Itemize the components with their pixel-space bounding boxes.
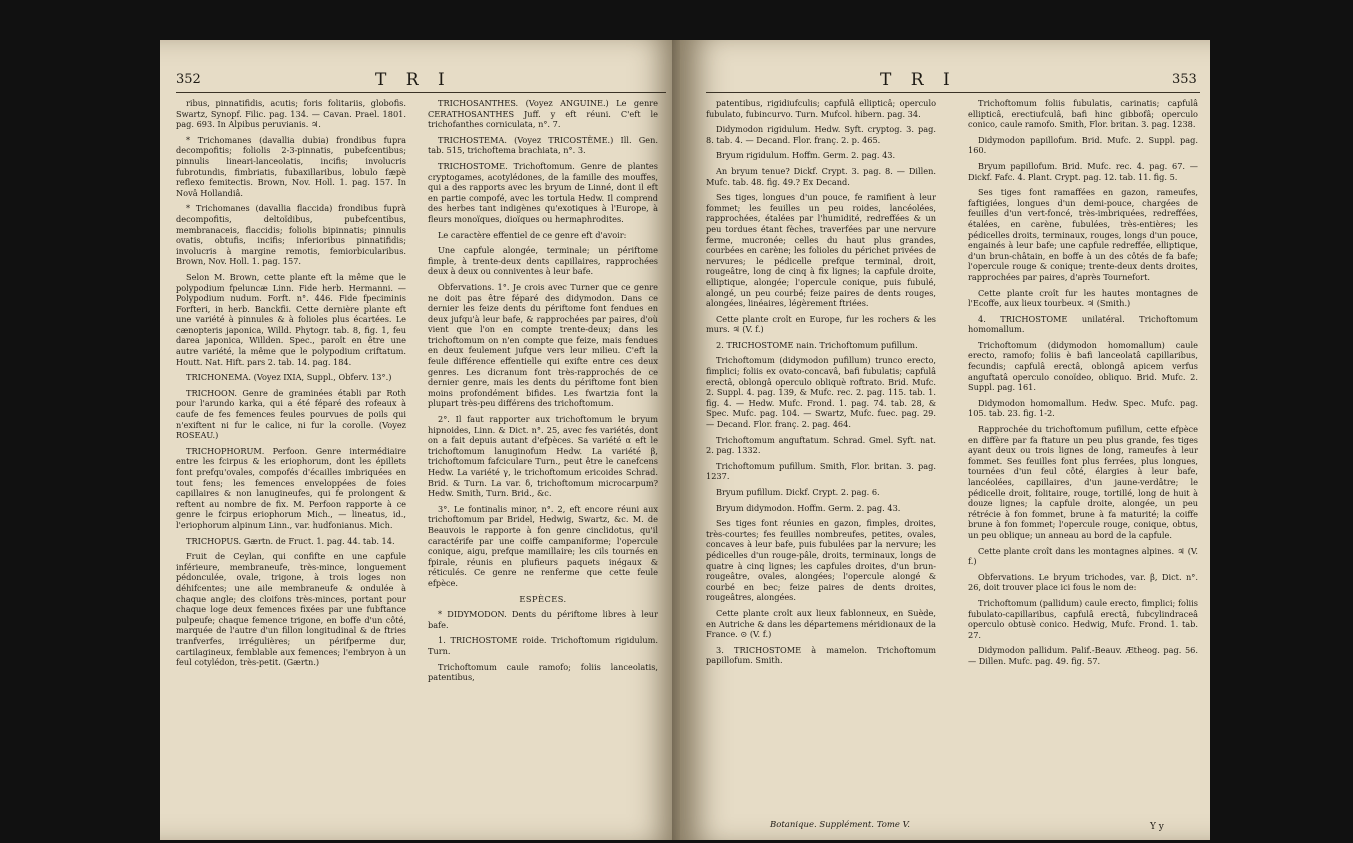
- paragraph: 3. TRICHOSTOME à mamelon. Trichoftomum papillofum. Smith.: [706, 644, 936, 666]
- paragraph: TRICHOON. Genre de graminées établi par Roth pour l'arundo karka, qui a été féparé des rofeaux à caufe de fes femences feules pourvues de poils qui n'exiftent ni fur le calice, ni fur la corolle. (Voyez ROSEAU.): [176, 387, 406, 441]
- paragraph: * Trichomanes (davallia flaccida) frondibus fuprà decompofitis, deltoïdibus, pubefcentibus, membranaceis, flaccidis; foliolis bipinnatis; pinnulis ovatis, obtufis, incifis; inferioribus pinnatifidis; involucris à margine remotis, femiorbicularibus. Brown, Nov. Holl. 1. pag. 157.: [176, 203, 406, 267]
- paragraph: Trichoftomum caule ramofo; foliis lanceolatis, patentibus,: [428, 661, 658, 683]
- paragraph: Fruit de Ceylan, qui confifte en une capfule inférieure, membraneufe, très-mince, longuement pédonculée, ovale, trigone, à trois loges non déhifcentes; une aile membraneufe & ondulée à chaque angle; des cloifons très-minces, portant pour chaque loge deux femences fixées par une fubftance pulpeufe; chaque femence trigone, en boffe d'un côté, marquée de l'autre d'un fillon longitudinal & de ftries tranfverfes, irrégulières; un périfperme dur, cartilagineux, femblable aux femences; l'embryon à un feul cotylédon, très-petit. (Gærtn.): [176, 551, 406, 668]
- paragraph: Ses tiges, longues d'un pouce, fe ramifient à leur fommet; les feuilles un peu roides, lancéolées, rapprochées, étalées par l'humidité, redreffées & un peu tordues étant fèches, traverfées par une nervure ferme, mucronée; celles du haut plus grandes, courbées en carène; les folioles du périchet privées de nervures; le pédicelle prefque terminal, droit, rougeâtre, long de cinq à fix lignes; la capfule droite, elliptique, alongée; l'opercule conique, puis fubulé, alongé, un peu courbé; feize paires de dents rouges, alongées, linéaires, légèrement ftriées.: [706, 192, 936, 309]
- paragraph: Rapprochée du trichoftomum pufillum, cette efpèce en diffère par fa ftature un peu plus grande, fes tiges ayant deux ou trois lignes de long, rameufes à leur fommet. Ses feuilles font plus ferrées, plus longues, tournées d'un feul côté, élargies à leur bafe, lancéolées, capillaires, d'un jaune-verdâtre; le pédicelle droit, folitaire, rouge, tortillé, long de huit à douze lignes; la capfule droite, alongée, un peu rétrécie à fon fommet, brune à fa maturité; la coiffe brune à fon fommet; l'opercule rouge, conique, obtus, un peu oblique; un anneau au bord de la capfule.: [968, 424, 1198, 540]
- signature-mark: Y y: [1150, 822, 1164, 832]
- left-page: [160, 40, 680, 840]
- paragraph: TRICHONEMA. (Voyez IXIA, Suppl., Obferv. 13°.): [186, 372, 392, 383]
- header-rule: [176, 92, 666, 93]
- paragraph: Ses tiges font réunies en gazon, fimples, droites, très-courtes; fes feuilles nombreufes, petites, ovales, concaves à leur bafe, puis fubulées par la nervure; les pédicelles d'un rouge-pâle, droits, terminaux, longs de quatre à cinq lignes; les capfules droites, d'un brun-rougeâtre, ovales, alongées; l'opercule alongé & courbé en bec; feize paires de dents droites, rougeâtres, alongées.: [706, 518, 936, 603]
- paragraph: 2°. Il faut rapporter aux trichoftomum le bryum hipnoides, Linn. & Dict. n°. 25, avec fes variétés, dont on a fait depuis autant d'efpèces. Sa variété α eft le trichoftomum lanuginofum Hedw. La variété β, trichoftomum fafciculare Turn., peut être le canefcens Hedw. La variété γ, le trichoftomum ericoides Schrad. Brid. & Turn. La var. δ, trichoftomum microcarpum? Hedw. Smith, Turn. Brid., &c.: [428, 414, 658, 499]
- paragraph: An bryum tenue? Dickf. Crypt. 3. pag. 8. — Dillen. Mufc. tab. 48. fig. 49.? Ex Decand.: [706, 165, 936, 187]
- paragraph: Didymodon homomallum. Hedw. Spec. Mufc. pag. 105. tab. 23. fig. 1-2.: [968, 397, 1198, 419]
- running-head: T R I: [375, 70, 452, 90]
- paragraph: Cette plante croît fur les hautes montagnes de l'Ecoffe, aux lieux tourbeux. ♃ (Smith.): [968, 287, 1198, 309]
- paragraph: ESPÈCES.: [519, 593, 567, 604]
- paragraph: Cette plante croît en Europe, fur les rochers & les murs. ♃ (V. f.): [706, 313, 936, 335]
- paragraph: Une capfule alongée, terminale; un périftome fimple, à trente-deux dents capillaires, rapprochées deux à deux ou conniventes à leur bafe.: [428, 245, 658, 277]
- right-column-2: [968, 98, 1198, 816]
- paragraph: Selon M. Brown, cette plante eft la même que le polypodium fpeluncæ Linn. Fide herb. Hermanni. — Polypodium nudum. Forft. n°. 446. Fide fpeciminis Forfteri, in herb. Banckfii. Cette dernière plante eft une variété à pinnules & à folioles plus écartées. Le cænopteris japonica, Willd. Phytogr. tab. 8, fig. 1, feu darea japonica, Willden. Spec., paroît en être une autre variété, la même que le polypodium criftatum. Houtt. Nat. Hift. pars 2. tab. 14. pag. 184.: [176, 271, 406, 367]
- paragraph: Bryum pufillum. Dickf. Crypt. 2. pag. 6.: [716, 487, 880, 497]
- paragraph: Bryum rigidulum. Hoffm. Germ. 2. pag. 43.: [716, 150, 896, 161]
- paragraph: 1. TRICHOSTOME roide. Trichoftomum rigidulum. Turn.: [428, 635, 658, 656]
- paragraph: Trichoftomum anguftatum. Schrad. Gmel. Syft. nat. 2. pag. 1332.: [706, 434, 936, 456]
- paragraph: TRICHOPHORUM. Perfoon. Genre intermédiaire entre les fcirpus & les eriophorum, dont les épillets font prefqu'ovales, compofés d'écailles imbriquées en tout fens; les femences enveloppées de foies capillaires & non lanugineufes, qui fe prolongent & reftent au nombre de fix. M. Perfoon rapporte à ce genre le fcirpus eriophorum Mich., — lineatus, id., l'eriophorum alpinum Linn., var. hudfonianus. Mich.: [176, 445, 406, 530]
- paragraph: Didymodon papillofum. Brid. Mufc. 2. Suppl. pag. 160.: [968, 134, 1198, 156]
- paragraph: Cette plante croît dans les montagnes alpines. ♃ (V. f.): [968, 545, 1198, 567]
- paragraph: TRICHOSTEMA. (Voyez TRICOSTÈME.) Ill. Gen. tab. 515, trichoftema brachiata, n°. 3.: [428, 134, 658, 156]
- paragraph: Ses tiges font ramaffées en gazon, rameufes, faftigiées, longues d'un demi-pouce, chargées de feuilles d'un vert-foncé, très-imbriquées, redreffées, étalées, en carène, fubulées, très-entières; les pédicelles droits, terminaux, rouges, longs d'un pouce, engainés à leur bafe; une capfule redreffée, elliptique, d'un brun-châtain, en boffe à un des côtés de fa bafe; l'opercule rouge & conique; trente-deux dents droites, rapprochées par paires, d'après Tournefort.: [968, 187, 1198, 282]
- paragraph: ribus, pinnatifidis, acutis; foris folitariis, globofis. Swartz, Synopf. Filic. pag. 134. — Cavan. Prael. 1801. pag. 693. In Alpibus peruvianis. ♃.: [176, 98, 406, 130]
- paragraph: Trichoftomum pufillum. Smith, Flor. britan. 3. pag. 1237.: [706, 460, 936, 482]
- paragraph: Trichoftomum foliis fubulatis, carinatis; capfulâ ellipticâ, erectiufculâ, bafi hinc gibbofâ; operculo conico, caule ramofo. Smith, Flor. britan. 3. pag. 1238.: [968, 98, 1198, 130]
- paragraph: Trichoftomum (didymodon pufillum) trunco erecto, fimplici; foliis ex ovato-concavâ, bafi fubulatis; capfulâ erectâ, oblongâ operculo obliquè roftrato. Brid. Mufc. 2. Suppl. 4. pag. 139, & Mufc. rec. 2. pag. 115. tab. 1. fig. 4. — Hedw. Mufc. Frond. 1. pag. 74. tab. 28, & Spec. Mufc. pag. 104. — Swartz, Mufc. fuec. pag. 29. — Decand. Flor. franç. 2. pag. 464.: [706, 355, 936, 430]
- right-column-1: [706, 98, 936, 816]
- paragraph: Le caractère effentiel de ce genre eft d'avoir:: [438, 229, 627, 240]
- paragraph: TRICHOSTOME. Trichoftomum. Genre de plantes cryptogames, acotylédones, de la famille des mouffes, qui a des rapports avec les bryum de Linné, dont il eft en partie compofé, avec les tortula Hedw. Il comprend des herbes tant indigènes qu'exotiques à l'Europe, à fleurs monoïques, dioïques ou hermaphrodites.: [428, 160, 658, 224]
- page-number: 352: [176, 72, 201, 87]
- paragraph: * DIDYMODON. Dents du périftome libres à leur bafe.: [428, 609, 658, 630]
- paragraph: Trichoftomum (didymodon homomallum) caule erecto, ramofo; foliis è bafi lanceolatâ capillaribus, fecundis; capfulâ erectâ, oblongâ apicem verfus anguftatâ operculo conoïdeo, obliquo. Brid. Mufc. 2. Suppl. pag. 161.: [968, 339, 1198, 393]
- paragraph: Bryum didymodon. Hoffm. Germ. 2. pag. 43.: [716, 502, 901, 513]
- paragraph: Obfervations. Le bryum trichodes, var. β, Dict. n°. 26, doit trouver place ici fous le nom de:: [968, 571, 1198, 593]
- paragraph: TRICHOSANTHES. (Voyez ANGUINE.) Le genre CERATHOSANTHES Juff. y eft réuni. C'eft le trichofanthes corniculata, n°. 7.: [428, 98, 658, 130]
- running-head: T R I: [880, 70, 957, 90]
- paragraph: patentibus, rigidiufculis; capfulâ ellipticâ; operculo fubulato, fubincurvo. Turn. Mufcol. hibern. pag. 34.: [706, 98, 936, 119]
- paragraph: Cette plante croît aux lieux fablonneux, en Suède, en Autriche & dans les départemens méridionaux de la France. ⊙ (V. f.): [706, 607, 936, 640]
- page-footer: Botanique. Supplément. Tome V.: [770, 820, 910, 830]
- left-column-2: [428, 98, 658, 838]
- paragraph: Didymodon pallidum. Palif.-Beauv. Ætheog. pag. 56. — Dillen. Mufc. pag. 49. fig. 57.: [968, 645, 1198, 666]
- header-rule: [706, 92, 1200, 93]
- paragraph: TRICHOPUS. Gærtn. de Fruct. 1. pag. 44. tab. 14.: [186, 535, 395, 546]
- paragraph: * Trichomanes (davallia dubia) frondibus fupra decompofitis; foliolis 2-3-pinnatis, pubefcentibus; pinnulis lineari-lanceolatis, incifis; involucris fubrotundis, fimbriatis, fubaxillaribus, lobulo fæpè reflexo femitectis. Brown, Nov. Holl. 1. pag. 157. In Novâ Hollandiâ.: [176, 134, 406, 198]
- paragraph: Bryum papillofum. Brid. Mufc. rec. 4. pag. 67. — Dickf. Fafc. 4. Plant. Crypt. pag. 12. tab. 11. fig. 5.: [968, 160, 1198, 182]
- right-page: [680, 40, 1210, 840]
- page-number: 353: [1172, 72, 1197, 87]
- paragraph: 2. TRICHOSTOME nain. Trichoftomum pufillum.: [716, 339, 918, 350]
- left-column-1: [176, 98, 406, 838]
- paragraph: 4. TRICHOSTOME unilatéral. Trichoftomum homomallum.: [968, 313, 1198, 335]
- paragraph: 3°. Le fontinalis minor, n°. 2, eft encore réuni aux trichoftomum par Bridel, Hedwig, Swartz, &c. M. de Beauvois le rapporte à fon genre cinclidotus, qu'il caractérife par une coiffe campaniforme; l'opercule conique, aigu, prefque mamillaire; les cils tournés en fpirale, réunis en plufieurs paquets inégaux & réticulés. Ce genre ne renferme que cette feule efpèce.: [428, 503, 658, 588]
- paragraph: Obfervations. 1°. Je crois avec Turner que ce genre ne doit pas être féparé des didymodon. Dans ce dernier les feize dents du périftome font fendues en deux jufqu'à leur bafe, & rapprochées par paires, d'où vient que l'on en compte trente-deux; dans les trichoftomum on n'en compte que feize, mais fendues en deux feulement jufque vers leur milieu. C'eft la feule différence effentielle qui exifte entre ces deux genres. Les dicranum font très-rapprochés de ce dernier genre, mais les dents du périftome font bien moins profondément bifides. Les fwartzia font la plupart très-peu différens des trichoftomum.: [428, 281, 658, 409]
- paragraph: Didymodon rigidulum. Hedw. Syft. cryptog. 3. pag. 8. tab. 4. — Decand. Flor. franç. 2. p. 465.: [706, 124, 936, 145]
- paragraph: Trichoftomum (pallidum) caule erecto, fimplici; foliis fubulato-capillaribus, capfulâ erectâ, fubcylindraceâ operculo obtusè conico. Hedwig, Mufc. Frond. 1. tab. 27.: [968, 597, 1198, 640]
